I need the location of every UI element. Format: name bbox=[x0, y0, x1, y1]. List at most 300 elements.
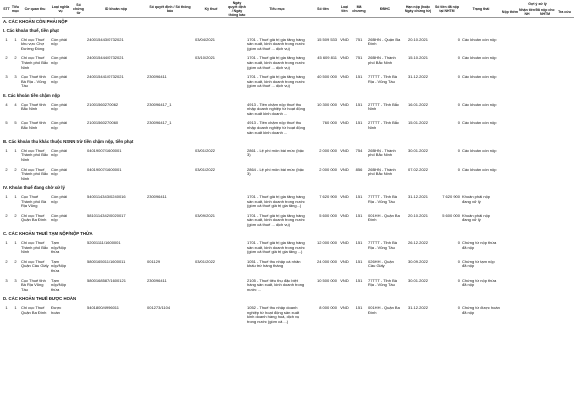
cell-dn: 0 bbox=[457, 55, 460, 61]
cell-lt: VND bbox=[340, 120, 349, 126]
table-row bbox=[2, 239, 574, 258]
cell-desc: 1051 - Thuế thu nhập cá nhân khấu trừ hàng tháng bbox=[247, 258, 301, 269]
cell-sct bbox=[71, 276, 86, 295]
table-row bbox=[2, 35, 574, 54]
cell-han: 30.09.2022 bbox=[407, 258, 429, 264]
cell-action[interactable] bbox=[535, 73, 555, 92]
col-ky-thue: Kỳ thuế bbox=[204, 7, 218, 11]
cell-tm: 1 bbox=[14, 240, 17, 246]
cell-sqd: 001273/1104 bbox=[147, 305, 171, 311]
cell-lnv: Còn phải nộp bbox=[51, 193, 68, 204]
cell-action[interactable] bbox=[519, 239, 535, 258]
cell-id: 04019007/1600001 bbox=[87, 166, 122, 172]
cell-tm: 1 bbox=[14, 305, 17, 311]
cell-action[interactable] bbox=[555, 304, 574, 327]
cell-nqd bbox=[228, 73, 246, 92]
section-title bbox=[2, 18, 574, 27]
cell-ky: 03/10/2021 bbox=[195, 55, 216, 61]
section-heading: B. Các khoản thu khác thuộc NSNN trừ tiền chậm nộp, tiền phạt bbox=[3, 138, 134, 144]
cell-dn: 0 bbox=[457, 101, 460, 107]
cell-nqd bbox=[228, 304, 246, 327]
cell-sct bbox=[71, 35, 86, 54]
cell-sct bbox=[71, 192, 86, 211]
section-title bbox=[2, 230, 574, 239]
cell-lnv: Tạm nộp/Nộp thừa bbox=[51, 258, 67, 274]
cell-tt: Chứng từ được hoàn đã nộp bbox=[462, 305, 500, 315]
cell-cq: Cục Thuế tỉnh Bà Rịa - Vũng Tàu bbox=[21, 74, 46, 89]
cell-lt: VND bbox=[340, 212, 349, 218]
cell-db: 26BHN - Thành phố Bắc Ninh bbox=[368, 166, 396, 177]
cell-mc: 856 bbox=[355, 166, 363, 172]
cell-sct bbox=[71, 211, 86, 230]
col-so-chung-tu: Số chứng từ bbox=[73, 3, 84, 15]
cell-ky bbox=[194, 304, 228, 327]
cell-desc: 1701 - Thuế giá trị gia tăng hàng sản xuất, kinh doanh trong nước (gồm cả thuế giá trị gia tăng...) bbox=[247, 193, 305, 209]
cell-han: 20.10.2021 bbox=[407, 36, 429, 42]
cell-stt: 2 bbox=[5, 166, 8, 172]
cell-action[interactable] bbox=[519, 73, 535, 92]
cell-db: 026HH - Quận Cầu Giấy bbox=[368, 258, 394, 269]
cell-desc: 1701 - Thuế giá trị gia tăng hàng sản xuất, kinh doanh trong nước (gồm cả thuế giá trị gia tăng ...) bbox=[247, 240, 305, 255]
cell-action[interactable] bbox=[501, 239, 519, 258]
cell-tm: 3 bbox=[14, 74, 17, 80]
cell-lt: VND bbox=[340, 55, 349, 61]
cell-lt: VND bbox=[340, 166, 349, 172]
cell-desc: 1701 - Thuế giá trị gia tăng hàng sản xuất, kinh doanh trong nước (gồm cả thuế ... dịch vụ) bbox=[247, 55, 305, 70]
cell-tien: 8 000 000 bbox=[319, 305, 337, 311]
col-loai-tien: Loại tiền bbox=[340, 5, 349, 13]
cell-action[interactable] bbox=[535, 119, 555, 138]
section-heading: A. CÁC KHOẢN CÒN PHẢI NỘP bbox=[3, 19, 68, 24]
cell-cq: Cục Thuế Thành phố Bà Rịa Vũng bbox=[21, 193, 47, 209]
cell-tien: 10 300 000 bbox=[316, 101, 337, 107]
cell-tt: Các khoản còn nộp bbox=[462, 74, 497, 80]
cell-tien: 12 000 000 bbox=[316, 240, 337, 246]
cell-nqd bbox=[228, 35, 246, 54]
cell-mc: 151 bbox=[355, 212, 363, 218]
cell-lnv: Được hoàn bbox=[51, 305, 62, 315]
cell-sqd bbox=[146, 146, 194, 165]
cell-han: 15.01.2022 bbox=[407, 120, 429, 126]
cell-db: 26BHN - Thành phố Bắc Ninh bbox=[368, 147, 396, 158]
cell-tt: Các khoản còn nộp bbox=[462, 55, 497, 61]
cell-id: 5401800/4996011 bbox=[87, 305, 119, 311]
cell-action[interactable] bbox=[535, 276, 555, 295]
cell-action[interactable] bbox=[535, 239, 555, 258]
cell-nqd bbox=[228, 165, 246, 184]
cell-desc: 4913 - Tiền chậm nộp thuế thu nhập doanh nghiệp từ hoạt động sản xuất kinh doanh ... bbox=[247, 101, 306, 116]
cell-lt: VND bbox=[340, 305, 349, 311]
cell-dn: 0 bbox=[457, 74, 460, 80]
cell-stt: 1 bbox=[5, 193, 8, 199]
col-ngay-quyet-dinh: Ngày quyết định / Ngày thông báo bbox=[228, 1, 246, 17]
col-so-tien-da-nop: Số tiền đã nộp tại NHTM bbox=[434, 5, 460, 13]
cell-stt: 3 bbox=[5, 74, 8, 80]
col-ma-chuong: Mã chương bbox=[352, 5, 366, 13]
cell-mc: 151 bbox=[355, 277, 363, 283]
cell-action[interactable] bbox=[519, 304, 535, 327]
cell-stt: 3 bbox=[5, 277, 8, 283]
cell-sct bbox=[71, 165, 86, 184]
col-dbhc: ĐBHC bbox=[379, 7, 391, 11]
cell-action[interactable] bbox=[501, 73, 519, 92]
subsection-heading: I. Các khoản thuế, tiền phạt bbox=[3, 27, 59, 33]
table-header bbox=[2, 0, 574, 6]
cell-desc: 1052 - Thuế thu nhập doanh nghiệp từ hoạt động sản xuất kinh doanh hàng hoá, dịch vụ trong nước (gồm cả ...) bbox=[247, 305, 300, 324]
cell-action[interactable] bbox=[535, 100, 555, 119]
cell-tm: 2 bbox=[14, 166, 17, 172]
col-nhan-tien: Nhận tiền NH bbox=[519, 8, 535, 17]
cell-mc: 751 bbox=[355, 55, 363, 61]
cell-action[interactable] bbox=[555, 35, 574, 54]
cell-mc: 151 bbox=[355, 305, 363, 311]
cell-sqd bbox=[146, 239, 194, 258]
cell-action[interactable] bbox=[501, 211, 519, 230]
cell-action[interactable] bbox=[555, 100, 574, 119]
cell-action[interactable] bbox=[501, 192, 519, 211]
cell-tien: 15 509 533 bbox=[316, 36, 337, 42]
cell-lt: VND bbox=[340, 147, 349, 153]
cell-desc: 2861 - Lệ phí môn bài mức (bậc 3) bbox=[247, 147, 304, 158]
cell-lt: VND bbox=[340, 193, 349, 199]
cell-id: 5800168587/1600121 bbox=[87, 277, 126, 283]
cell-action[interactable] bbox=[501, 304, 519, 327]
cell-sqd: 230096411 bbox=[147, 277, 167, 283]
cell-tm: 1 bbox=[14, 193, 17, 199]
cell-han: 30.01.2022 bbox=[407, 277, 429, 283]
cell-action[interactable] bbox=[501, 257, 519, 276]
table-row bbox=[2, 165, 574, 184]
cell-stt: 1 bbox=[5, 240, 8, 246]
cell-action[interactable] bbox=[501, 54, 519, 73]
cell-tien: 760 000 bbox=[322, 120, 337, 126]
section-title bbox=[2, 184, 574, 193]
cell-db: 77TTT - Tỉnh Bà Rịa - Vũng Tàu bbox=[368, 277, 397, 288]
cell-desc: 1701 - Thuế giá trị gia tăng hàng sản xuất, kinh doanh trong nước (gồm cả thuế ... dịch vụ) bbox=[247, 212, 305, 227]
cell-ky: 03/01/2022 bbox=[195, 166, 216, 172]
cell-dn: 0 bbox=[457, 258, 460, 264]
cell-id: 240015443/0732021 bbox=[87, 36, 124, 42]
cell-tien: 45 609 811 bbox=[317, 55, 337, 61]
table-row bbox=[2, 192, 574, 211]
cell-action[interactable] bbox=[519, 35, 535, 54]
cell-lnv: Còn phải nộp bbox=[51, 74, 68, 84]
cell-lnv: Còn phải nộp bbox=[51, 120, 68, 130]
cell-action[interactable] bbox=[555, 257, 574, 276]
col-trang-thai: Trạng thái bbox=[472, 7, 490, 11]
cell-action[interactable] bbox=[519, 211, 535, 230]
cell-han: 07.02.2022 bbox=[407, 166, 429, 172]
cell-tt: Các khoản còn nộp bbox=[462, 166, 497, 172]
col-id-khoan-nop: ID khoản nộp bbox=[104, 7, 128, 11]
cell-action[interactable] bbox=[535, 35, 555, 54]
cell-action[interactable] bbox=[555, 192, 574, 211]
cell-action[interactable] bbox=[555, 211, 574, 230]
cell-action[interactable] bbox=[501, 119, 519, 138]
cell-stt: 2 bbox=[5, 55, 8, 61]
cell-sqd bbox=[146, 35, 194, 54]
cell-db: 77TTT - Tỉnh Bà Rịa - Vũng Tàu bbox=[368, 240, 397, 250]
cell-tien: 40 500 000 bbox=[316, 74, 337, 80]
cell-sqd bbox=[146, 54, 194, 73]
col-so-tien: Số tiền bbox=[317, 7, 329, 11]
cell-tm: 3 bbox=[14, 277, 17, 283]
cell-sqd: 230096411 bbox=[147, 74, 167, 80]
cell-tt: Khoản phải nộp đang xử lý bbox=[462, 193, 491, 204]
cell-tm: 2 bbox=[14, 55, 17, 61]
cell-sqd: 230096417_1 bbox=[147, 101, 172, 107]
section-heading: D. CÁC KHOẢN THUẾ ĐƯỢC HOÀN bbox=[3, 295, 77, 301]
cell-han: 31.12.2021 bbox=[407, 193, 429, 199]
cell-action[interactable] bbox=[555, 73, 574, 92]
cell-dn: 5 600 000 bbox=[442, 212, 460, 218]
table-row bbox=[2, 211, 574, 230]
cell-sqd bbox=[146, 165, 194, 184]
col-stt: STT bbox=[3, 7, 10, 11]
table-row bbox=[2, 100, 574, 119]
cell-action[interactable] bbox=[519, 257, 535, 276]
cell-action[interactable] bbox=[519, 54, 535, 73]
cell-tien: 10 500 000 bbox=[316, 277, 337, 283]
table-row bbox=[2, 73, 574, 92]
cell-desc: 1701 - Thuế giá trị gia tăng hàng sản xuất, kinh doanh trong nước (gồm cả thuế ... dịch vụ) bbox=[247, 74, 305, 89]
cell-cq: Chi cục Thuế Thành phố Bắc Ninh bbox=[21, 147, 49, 162]
cell-sqd: 001129 bbox=[147, 258, 161, 264]
cell-id: 240015441/0732021 bbox=[87, 74, 124, 80]
cell-tien: 7 620 900 bbox=[319, 193, 337, 199]
table-row bbox=[2, 304, 574, 327]
cell-desc: 4913 - Tiền chậm nộp thuế thu nhập doanh nghiệp từ hoạt động sản xuất kinh doanh ... bbox=[247, 120, 306, 135]
cell-dn: 0 bbox=[457, 305, 460, 311]
cell-db: 001HH - Quận Ba Đình bbox=[368, 305, 400, 315]
cell-lt: VND bbox=[340, 240, 349, 246]
cell-nqd bbox=[228, 54, 246, 73]
cell-sct bbox=[71, 146, 86, 165]
cell-dn: 0 bbox=[457, 36, 460, 42]
cell-stt: 1 bbox=[5, 305, 8, 311]
cell-action[interactable] bbox=[535, 192, 555, 211]
cell-db: 27TTT - Tỉnh Bắc Ninh bbox=[368, 101, 399, 112]
cell-cq: Chi cục Thuế Thành phố Bắc Ninh bbox=[21, 240, 49, 255]
cell-desc: 1701 - Thuế giá trị gia tăng hàng sản xuất, kinh doanh trong nước (gồm cả thuế ... dịch vụ) bbox=[247, 36, 305, 51]
cell-action[interactable] bbox=[535, 146, 555, 165]
cell-tien: 2 000 000 bbox=[319, 166, 337, 172]
cell-mc: 151 bbox=[355, 74, 363, 80]
cell-id: 5810114342/0020017 bbox=[87, 212, 126, 218]
tax-table bbox=[2, 0, 574, 327]
cell-ky bbox=[194, 119, 228, 138]
cell-ky: 03/01/2022 bbox=[195, 258, 216, 264]
cell-cq: Chi cục Thuế khu vực Chợ Đường Đồng bbox=[21, 36, 45, 51]
cell-han: 31.12.2022 bbox=[407, 74, 429, 80]
table-row bbox=[2, 54, 574, 73]
cell-tm: 1 bbox=[14, 36, 17, 42]
cell-sct bbox=[71, 100, 86, 119]
cell-tien: 24 000 000 bbox=[316, 258, 337, 264]
table-row bbox=[2, 119, 574, 138]
cell-dn: 0 bbox=[457, 147, 460, 153]
subsection-title bbox=[2, 92, 574, 101]
cell-ky: 03/04/2021 bbox=[195, 36, 216, 42]
cell-db: 26BHN - Quận Ba Đình bbox=[368, 36, 401, 47]
subsection-heading: II. Các khoản tiền chậm nộp bbox=[3, 92, 60, 98]
col-loai-nghia-vu: Loại nghĩa vụ bbox=[51, 5, 70, 13]
cell-tt: Các khoản còn nộp bbox=[462, 120, 497, 126]
col-da-nop: Đã nộp cho NHTM bbox=[535, 8, 555, 17]
cell-lnv: Còn phải nộp bbox=[51, 55, 68, 66]
cell-action[interactable] bbox=[519, 146, 535, 165]
section-title bbox=[2, 138, 574, 147]
cell-cq: Chi cục Thuế Quận Cầu Giấy bbox=[21, 258, 49, 269]
cell-nqd bbox=[228, 276, 246, 295]
subsection-title bbox=[2, 27, 574, 36]
cell-mc: 151 bbox=[355, 101, 363, 107]
cell-lnv: Còn phải nộp bbox=[51, 147, 68, 158]
cell-sqd: 230096411 bbox=[147, 193, 167, 199]
cell-nqd bbox=[228, 257, 246, 276]
table-body bbox=[2, 18, 574, 327]
cell-tien: 5 600 000 bbox=[319, 212, 337, 218]
cell-lt: VND bbox=[340, 36, 349, 42]
cell-lt: VND bbox=[340, 74, 349, 80]
cell-action[interactable] bbox=[535, 165, 555, 184]
cell-han: 26.12.2022 bbox=[407, 240, 429, 246]
cell-id: 52001111/1600001 bbox=[87, 240, 121, 246]
cell-cq: Chi cục Thuế Thành phố Bắc Ninh bbox=[21, 166, 49, 181]
cell-tt: Các khoản còn nộp bbox=[462, 101, 497, 107]
cell-mc: 151 bbox=[355, 240, 363, 246]
cell-tm: 2 bbox=[14, 258, 17, 264]
cell-id: 240015444/0732021 bbox=[87, 55, 124, 61]
table-row bbox=[2, 146, 574, 165]
cell-stt: 4 bbox=[5, 101, 8, 107]
cell-db: 77TTT - Tỉnh Bà Rịa - Vũng Tàu bbox=[368, 74, 397, 84]
cell-action[interactable] bbox=[519, 276, 535, 295]
cell-mc: 754 bbox=[355, 147, 363, 153]
cell-action[interactable] bbox=[519, 192, 535, 211]
cell-sct bbox=[71, 73, 86, 92]
cell-db: 26BHN - Thành phố Bắc Ninh bbox=[368, 55, 396, 66]
cell-han: 16.01.2022 bbox=[407, 101, 429, 107]
col-nop-them: Nộp thêm bbox=[501, 10, 519, 15]
cell-dn: 0 bbox=[457, 166, 460, 172]
cell-nqd bbox=[228, 192, 246, 211]
cell-mc: 151 bbox=[355, 193, 363, 199]
cell-db: 77TTT - Tỉnh Bà Rịa - Vũng Tàu bbox=[368, 193, 397, 204]
cell-desc: 2105 - Thuế tiêu thụ đặc biệt hàng sản xuất, kinh doanh trong nước ... bbox=[247, 277, 305, 292]
cell-tt: Khoản phải nộp đang xử lý bbox=[462, 212, 491, 223]
col-tra-cuu: Tra cứu bbox=[558, 10, 571, 15]
cell-ky: 03/01/2022 bbox=[195, 147, 216, 153]
cell-stt: 2 bbox=[5, 258, 8, 264]
cell-lt: VND bbox=[340, 101, 349, 107]
cell-tt: Chứng từ tạm nộp đã nộp bbox=[462, 258, 495, 269]
cell-action[interactable] bbox=[555, 276, 574, 295]
cell-action[interactable] bbox=[535, 304, 555, 327]
cell-sqd bbox=[146, 211, 194, 230]
section-title bbox=[2, 295, 574, 304]
cell-lnv: Còn phải nộp bbox=[51, 101, 68, 112]
col-tieu-muc-desc: Tiểu mục bbox=[269, 7, 285, 11]
cell-stt: 1 bbox=[5, 147, 8, 153]
col-so-quyet-dinh: Số quyết định / Số thông báo bbox=[149, 5, 191, 13]
cell-stt: 2 bbox=[5, 212, 8, 218]
cell-tien: 2 000 000 bbox=[319, 147, 337, 153]
cell-action[interactable] bbox=[555, 146, 574, 165]
cell-mc: 151 bbox=[355, 120, 363, 126]
cell-nqd bbox=[228, 146, 246, 165]
cell-han: 31.12.2022 bbox=[407, 305, 429, 311]
cell-action[interactable] bbox=[535, 257, 555, 276]
cell-action[interactable] bbox=[519, 100, 535, 119]
cell-action[interactable] bbox=[555, 54, 574, 73]
cell-action[interactable] bbox=[535, 211, 555, 230]
cell-stt: 1 bbox=[5, 36, 8, 42]
cell-action[interactable] bbox=[555, 239, 574, 258]
cell-nqd bbox=[228, 119, 246, 138]
cell-lnv: Tạm nộp/Nộp thừa bbox=[51, 240, 67, 255]
cell-dn: 0 bbox=[457, 120, 460, 126]
cell-action[interactable] bbox=[555, 119, 574, 138]
cell-tm: 2 bbox=[14, 212, 17, 218]
cell-action[interactable] bbox=[501, 146, 519, 165]
cell-dn: 7 620 900 bbox=[442, 193, 460, 199]
cell-mc: 151 bbox=[355, 258, 363, 264]
col-tieu-muc: Tiểu mục bbox=[11, 5, 20, 13]
cell-sct bbox=[71, 119, 86, 138]
cell-han: 20.10.2021 bbox=[407, 212, 429, 218]
cell-cq: Chi cục Thuế Quận Ba Đình bbox=[21, 305, 47, 315]
cell-sct bbox=[71, 304, 86, 327]
cell-cq: Cục Thuế tỉnh Bắc Ninh bbox=[21, 120, 46, 130]
cell-cq: Chi cục Thuế Thành phố Bắc Ninh bbox=[21, 55, 49, 70]
cell-action[interactable] bbox=[555, 165, 574, 184]
cell-ky bbox=[194, 100, 228, 119]
cell-dn: 0 bbox=[457, 240, 460, 246]
col-co-quan-thu: Cơ quan thu bbox=[24, 7, 46, 11]
cell-db: 001HH - Quận Ba Đình bbox=[368, 212, 400, 223]
cell-tt: Các khoản còn nộp bbox=[462, 147, 497, 153]
cell-id: 5800165011/1600011 bbox=[87, 258, 126, 264]
cell-ky bbox=[194, 192, 228, 211]
cell-sct bbox=[71, 54, 86, 73]
cell-action[interactable] bbox=[501, 276, 519, 295]
col-group-goi-y: Gợi ý xử lý bbox=[528, 1, 547, 6]
cell-tt: Chứng từ nộp thừa đã nộp bbox=[462, 240, 497, 250]
cell-lnv: Còn phải nộp bbox=[51, 166, 68, 177]
cell-tm: 4 bbox=[14, 101, 17, 107]
cell-action[interactable] bbox=[535, 54, 555, 73]
cell-stt: 5 bbox=[5, 120, 8, 126]
cell-action[interactable] bbox=[519, 165, 535, 184]
cell-tt: Chứng từ nộp thừa đã nộp bbox=[462, 277, 497, 288]
cell-action[interactable] bbox=[501, 35, 519, 54]
cell-han: 15.10.2021 bbox=[407, 55, 429, 61]
cell-han: 30.01.2022 bbox=[407, 147, 429, 153]
cell-action[interactable] bbox=[519, 119, 535, 138]
cell-sct bbox=[71, 239, 86, 258]
cell-action[interactable] bbox=[501, 100, 519, 119]
cell-tm: 5 bbox=[14, 120, 17, 126]
cell-sqd: 230096417_1 bbox=[147, 120, 172, 126]
cell-action[interactable] bbox=[501, 165, 519, 184]
cell-nqd bbox=[228, 100, 246, 119]
table-row bbox=[2, 257, 574, 276]
cell-nqd bbox=[228, 211, 246, 230]
cell-id: 21001560270060 bbox=[87, 120, 119, 126]
cell-lt: VND bbox=[340, 277, 349, 283]
cell-lnv: Còn phải nộp bbox=[51, 212, 68, 223]
